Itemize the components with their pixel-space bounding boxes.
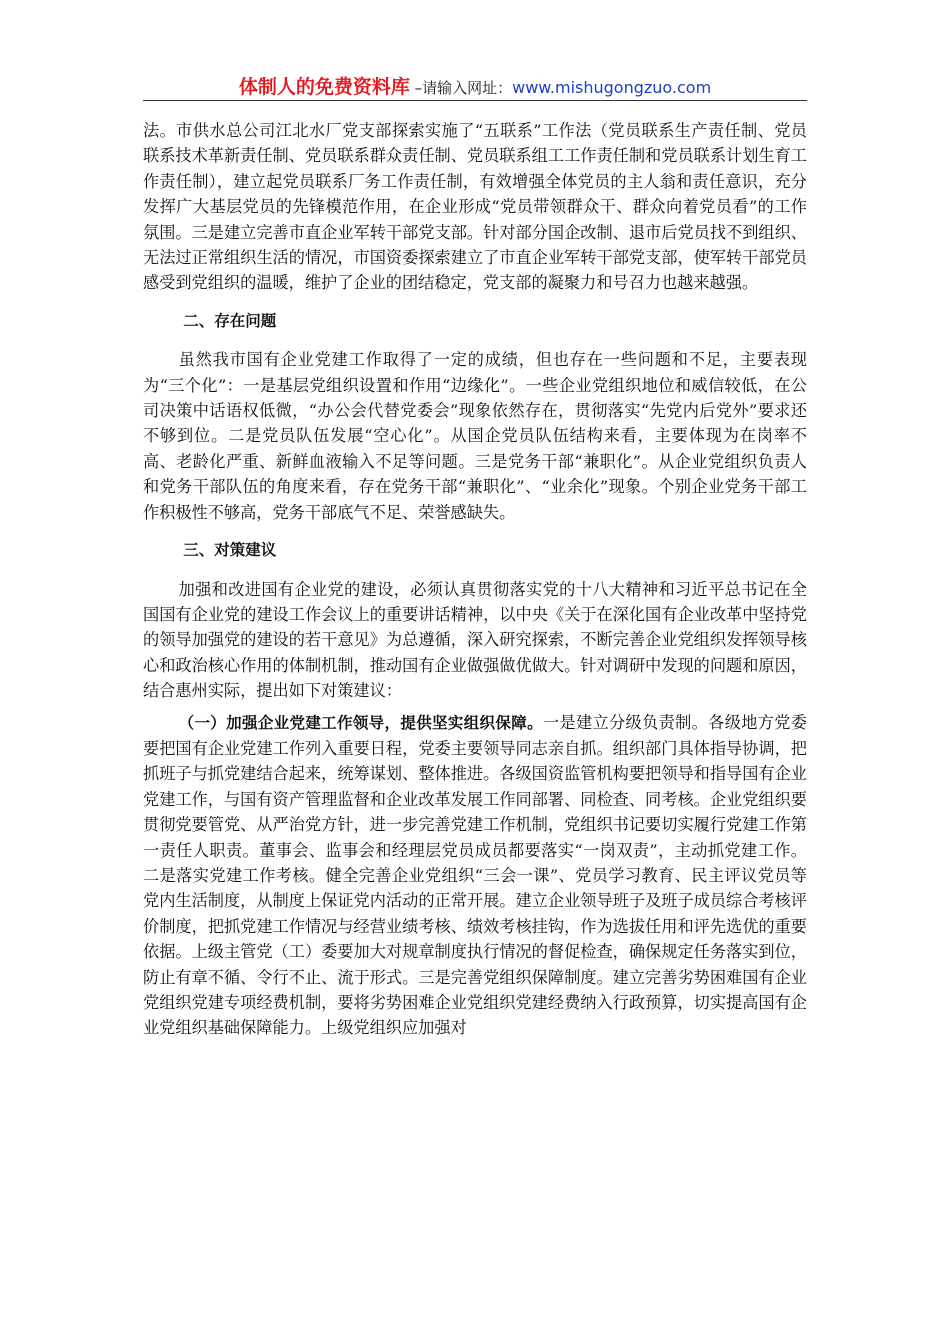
section-heading-suggestions: 三、对策建议 (183, 541, 277, 560)
subsection-1-title: （一）加强企业党建工作领导，提供坚实组织保障。 (178, 713, 543, 732)
paragraph-continued: 法。市供水总公司江北水厂党支部探索实施了“五联系”工作法（党员联系生产责任制、党员联系技术革新责任制、党员联系群众责任制、党员联系组工工作责任制和党员联系计划生育工作责任制），建立起党员联系厂务工作责任制，有效增强全体党员的主人翁和责任意识，充分发挥广大基层党员的先锋模范作用，在企业形成“党员带领群众干、群众向着党员看”的工作氛围。三是建立完善市直企业军转干部党支部。针对部分国企改制、退市后党员找不到组织、无法过正常组织生活的情况，市国资委探索建立了市直企业军转干部党支部，使军转干部党员感受到党组织的温暖，维护了企业的团结稳定，党支部的凝聚力和号召力也越来越强。 (143, 121, 807, 293)
paragraph-problems: 虽然我市国有企业党建工作取得了一定的成绩，但也存在一些问题和不足，主要表现为“三个化”：一是基层党组织设置和作用“边缘化”。一些企业党组织地位和威信较低，在公司决策中话语权低微，“办公会代替党委会”现象依然存在，贯彻落实“先党内后党外”要求还不够到位。二是党员队伍发展“空心化”。从国企党员队伍结构来看，主要体现为在岗率不高、老龄化严重、新鲜血液输入不足等问题。三是党务干部“兼职化”。从企业党组织负责人和党务干部队伍的角度来看，存在党务干部“兼职化”、“业余化”现象。个别企业党务干部工作积极性不够高，党务干部底气不足、荣誉感缺失。 (143, 350, 807, 522)
header-divider (143, 100, 807, 101)
subsection-1-text: 一是建立分级负责制。各级地方党委要把国有企业党建工作列入重要日程，党委主要领导同志亲自抓。组织部门具体指导协调，把抓班子与抓党建结合起来，统筹谋划、整体推进。各级国资监管机构要把领导和指导国有企业党建工作，与国有资产管理监督和企业改革发展工作同部署、同检查、同考核。企业党组织要贯彻党要管党、从严治党方针，进一步完善党建工作机制，党组织书记要切实履行党建工作第一责任人职责。董事会、监事会和经理层党员成员都要落实“一岗双责”，主动抓党建工作。二是落实党建工作考核。健全完善企业党组织“三会一课”、党员学习教育、民主评议党员等党内生活制度，从制度上保证党内活动的正常开展。建立企业领导班子及班子成员综合考核评价制度，把抓党建工作情况与经营业绩考核、绩效考核挂钩，作为选拔任用和评先选优的重要依据。上级主管党（工）委要加大对规章制度执行情况的督促检查，确保规定任务落实到位，防止有章不循、令行不止、流于形式。三是完善党组织保障制度。建立完善劣势困难国有企业党组织党建专项经费机制，要将劣势困难企业党组织党建经费纳入行政预算，切实提高国有企业党组织基础保障能力。上级党组织应加强对 (143, 712, 807, 1038)
paragraph-subsection-1 (143, 710, 807, 1041)
url-prompt: –请输入网址： (409, 79, 513, 97)
section-heading-problems: 二、存在问题 (183, 311, 277, 330)
site-url-link[interactable]: www.mishugongzuo.com (512, 78, 712, 97)
site-brand: 体制人的免费资料库 (238, 76, 410, 98)
site-header (143, 72, 807, 98)
paragraph-suggestions-intro: 加强和改进国有企业党的建设，必须认真贯彻落实党的十八大精神和习近平总书记在全国国有企业党的建设工作会议上的重要讲话精神，以中央《关于在深化国有企业改革中坚持党的领导加强党的建设的若干意见》为总遵循，深入研究探索，不断完善企业党组织发挥领导核心和政治核心作用的体制机制，推动国有企业做强做优做大。针对调研中发现的问题和原因，结合惠州实际，提出如下对策建议： (143, 579, 807, 701)
document-body (143, 118, 807, 1041)
